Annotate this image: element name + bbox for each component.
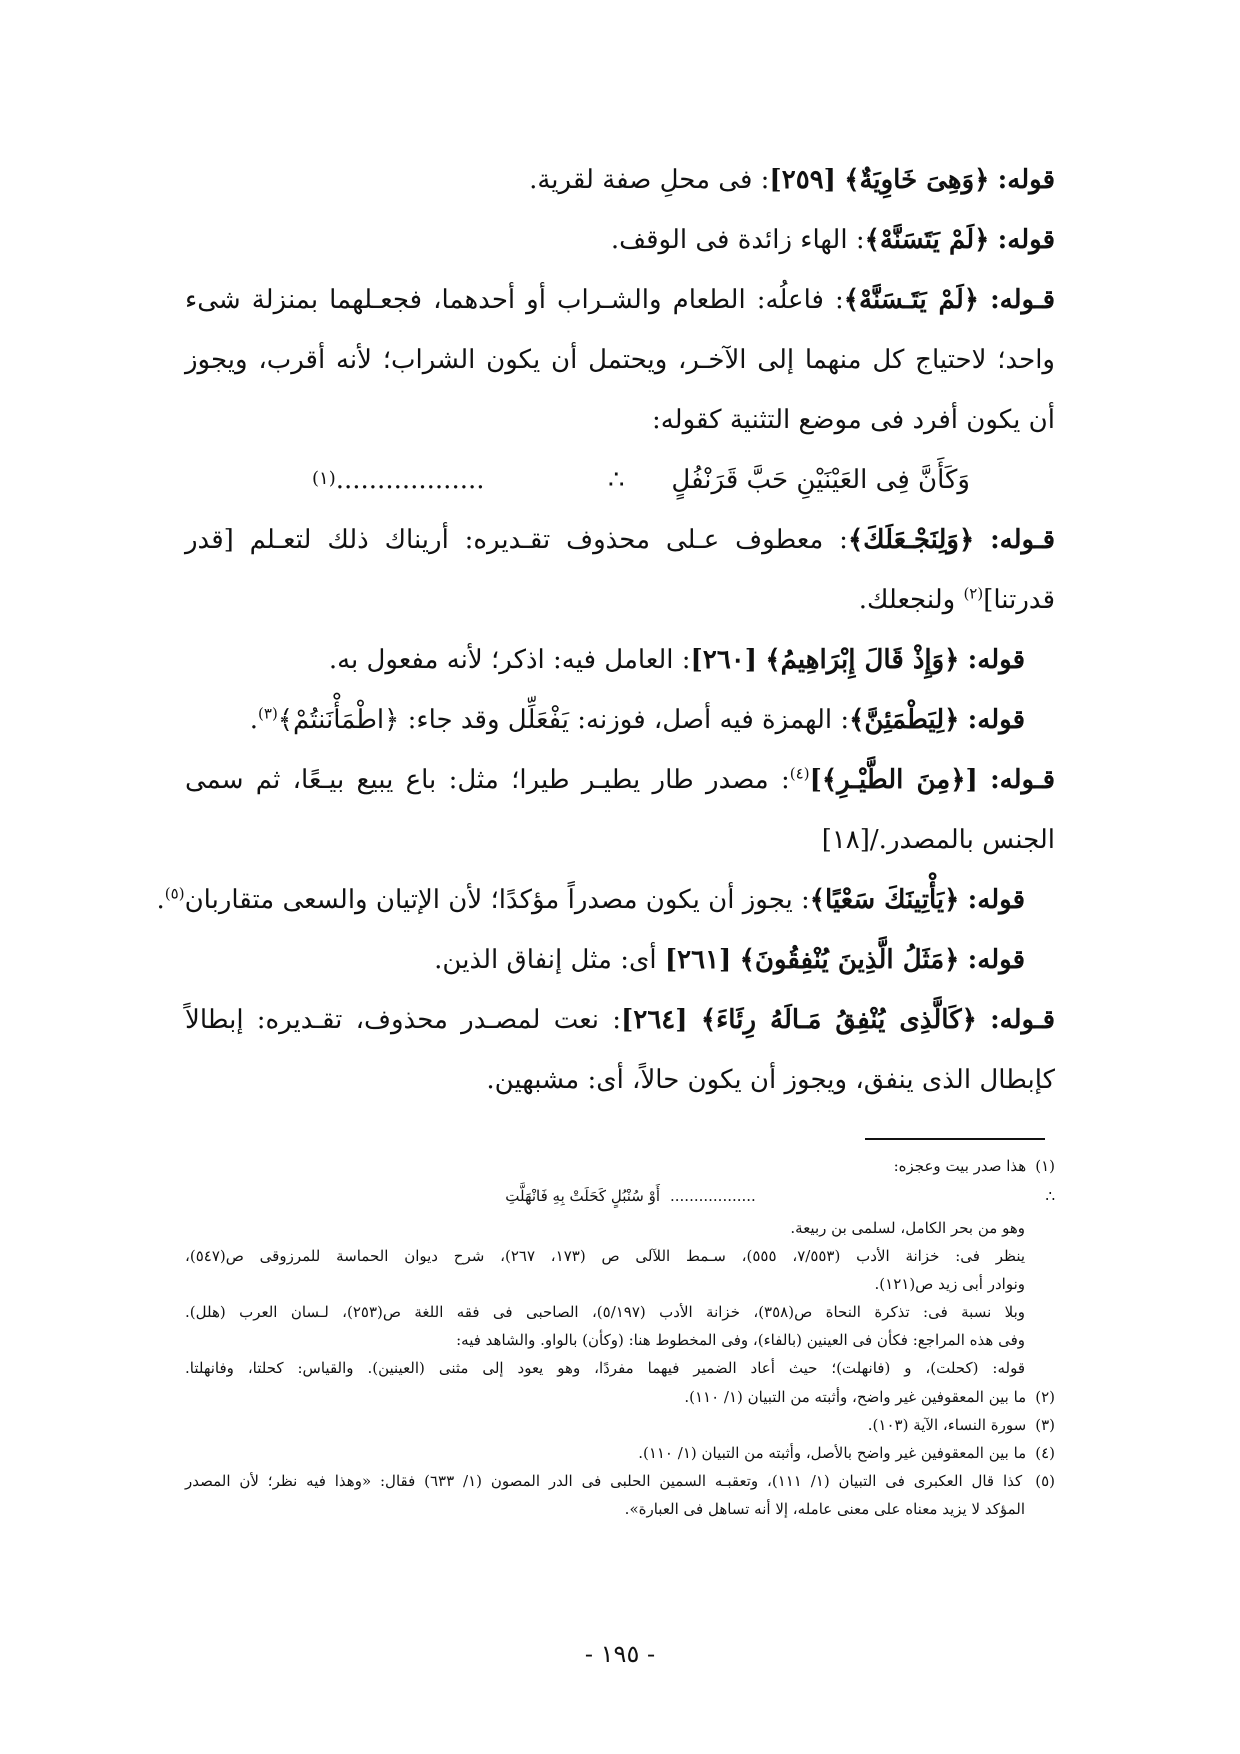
- quran-quote: [﴿مِنَ الطَّيْـرِ﴾]: [809, 765, 978, 795]
- quran-quote: ﴿مَثَلُ الَّذِينَ يُنْفِقُونَ﴾: [739, 945, 960, 975]
- line-text: كإبطال الذى ينفق، ويجوز أن يكون حالاً، أى: مشبهين.: [486, 1065, 1055, 1095]
- body-line-7: [859, 580, 1055, 620]
- verse-dots: [312, 460, 485, 500]
- footnote-3: [868, 1414, 1055, 1436]
- qawluhu-label: قوله:: [967, 705, 1025, 735]
- footnote-number: (٢): [1035, 1388, 1055, 1406]
- body-line-9: [250, 700, 1025, 740]
- footnote-text: ما بين المعقوفين غير واضح، وأثبته من التبيان (١/ ١١٠).: [684, 1388, 1027, 1406]
- footnote-1-verse-dots: ..................: [670, 1187, 756, 1205]
- line-text: واحد؛ لاحتياج كل منهما إلى الآخـر، ويحتمل أن يكون الشراب؛ لأنه أقرب، ويجوز: [185, 345, 1055, 375]
- footnote-ref: (٣): [258, 704, 278, 723]
- line-text: قدرتنا]: [983, 585, 1055, 615]
- line-text: : معطوف عـلى محذوف تقـديره: أريناك ذلك لتعـلم [قدر: [185, 525, 848, 555]
- footnote-4: [638, 1442, 1055, 1464]
- line-text: : العامل فيه: اذكر؛ لأنه مفعول به.: [328, 645, 691, 675]
- footnote-1-line: وبلا نسبة فى: تذكرة النحاة ص(٣٥٨)، خزانة الأدب (٥/١٩٧)، الصاحبى فى فقه اللغة ص(٢٥٣)، لـسان العرب (هلل).: [185, 1303, 1025, 1321]
- footnote-number: (٣): [1035, 1416, 1055, 1434]
- quran-quote: ﴿يَأْتِينَكَ سَعْيًا﴾: [809, 885, 960, 915]
- footnote-1-line: وهو من بحر الكامل، لسلمى بن ربيعة.: [790, 1219, 1025, 1237]
- body-line-12: [157, 880, 1025, 920]
- footnote-ref: (١): [312, 468, 336, 489]
- footnote-5: [185, 1470, 1055, 1492]
- footnote-5-line: المؤكد لا يزيد معناه على معنى عامله، إلا أنه تساهل فى العبارة».: [624, 1500, 1025, 1518]
- qawluhu-label: قوله:: [997, 225, 1055, 255]
- footnote-text: ما بين المعقوفين غير واضح بالأصل، وأثبته من التبيان (١/ ١١٠).: [638, 1444, 1027, 1462]
- body-line-10: [185, 760, 1055, 800]
- line-text: أى: مثل إنفاق الذين.: [434, 945, 665, 975]
- quran-quote: ﴿لَمْ يَتَسَنَّهْ﴾: [864, 225, 990, 255]
- footnote-1-line: ينظر فى: خزانة الأدب (٧/٥٥٣، ٥٥٥)، سـمط اللآلى ص (١٧٣، ٢٦٧)، شرح ديوان الحماسة للمرزوقى ص(٥٤٧)،: [185, 1247, 1026, 1265]
- verse-ref: [٢٦٤]: [621, 1005, 688, 1035]
- line-text: : الهاء زائدة فى الوقف.: [610, 225, 865, 255]
- footnote-1-intro: [894, 1155, 1055, 1177]
- footnote-number: (٥): [1035, 1472, 1055, 1490]
- footnote-ref: (٢): [963, 584, 984, 603]
- qawluhu-label: قوله:: [967, 645, 1025, 675]
- line-text: : يجوز أن يكون مصدراً مؤكدًا؛ لأن الإتيان والسعى متقاربان: [184, 885, 810, 915]
- qawluhu-label: قـوله:: [990, 1005, 1055, 1035]
- verse-ref: [٢٦٠]: [690, 645, 758, 675]
- footnote-text: هذا صدر بيت وعجزه:: [893, 1157, 1027, 1175]
- qawluhu-label: قوله:: [967, 885, 1025, 915]
- body-line-3: [185, 280, 1055, 320]
- verse-ref: [٢٥٩]: [769, 165, 836, 195]
- line-text: : فى محلِ صفة لقرية.: [529, 165, 770, 195]
- period: .: [249, 705, 259, 735]
- page-number: - ١٩٥ -: [584, 1640, 656, 1668]
- ellipsis-dots: ..................: [335, 465, 485, 495]
- body-line-4: [185, 340, 1055, 380]
- line-text: : نعت لمصـدر محذوف، تقـديره: إبطالاً: [185, 1005, 622, 1035]
- footnote-text: سورة النساء، الآية (١٠٣).: [867, 1416, 1027, 1434]
- qawluhu-label: قـوله:: [990, 765, 1056, 795]
- qawluhu-label: قـوله:: [990, 285, 1056, 315]
- quran-quote: ﴿لِيَطْمَئِنَّ﴾: [849, 705, 960, 735]
- period: .: [156, 885, 165, 915]
- qawluhu-label: قوله:: [967, 945, 1025, 975]
- footnote-ref: (٥): [164, 884, 185, 903]
- body-line-2: [611, 220, 1055, 260]
- body-line-5: [652, 400, 1055, 440]
- footnote-1-verse: أَوْ سُنْبُلٍ كَحَلَتْ بِهِ فَانْهَلَّتِ: [505, 1187, 660, 1205]
- line-text: : الهمزة فيه أصل، فوزنه: يَفْعَلِّل وقد جاء:: [399, 705, 850, 735]
- footnote-1-verse-sep: ∴: [1045, 1187, 1055, 1205]
- footnote-1-line: وفى هذه المراجع: فكأن فى العينين (بالفاء)، وفى المخطوط هنا: (وكأن) بالواو. والشاهد فيه:: [456, 1331, 1025, 1349]
- footnote-ref: (٤): [789, 764, 810, 783]
- footnote-number: (٤): [1035, 1444, 1055, 1462]
- footnote-text: كذا قال العكبرى فى التبيان (١/ ١١١)، وتعقبـه السمين الحلبى فى الدر المصون (١/ ٦٣٣) فقال: «وهذا فيه نظر؛ لأن المصدر: [185, 1472, 1023, 1490]
- body-line-8: [329, 640, 1025, 680]
- line-text: ولنجعلك.: [858, 585, 964, 615]
- line-text: أن يكون أفرد فى موضع التثنية كقوله:: [651, 405, 1055, 435]
- quran-quote: ﴿وَهِىَ خَاوِيَةٌ﴾: [844, 165, 990, 195]
- body-line-14: [185, 1000, 1055, 1040]
- quran-quote: ﴿كَالَّذِى يُنْفِقُ مَـالَهُ رِئَاءَ﴾: [700, 1005, 977, 1035]
- verse-separator: ∴: [608, 465, 625, 495]
- footnote-1-line: ونوادر أبى زيد ص(١٢١).: [874, 1275, 1025, 1293]
- line-text: : مصدر طار يطيـر طيرا؛ مثل: باع يبيع بيـعًا، ثم سمى: [185, 765, 790, 795]
- body-line-11: [822, 820, 1055, 860]
- footnote-number: (١): [1035, 1157, 1055, 1175]
- footnote-separator: [865, 1138, 1045, 1140]
- body-line-1: [529, 160, 1055, 200]
- verse-hemistich: وَكَأَنَّ فِى العَيْنَيْنِ حَبَّ قَرَنْفُلٍ: [671, 465, 970, 495]
- body-line-15: [486, 1060, 1055, 1100]
- quran-quote: ﴿لَمْ يَتَـسَنَّهْ﴾: [843, 285, 979, 315]
- footnote-1-line: قوله: (كحلت)، و (فانهلت)؛ حيث أعاد الضمير فيهما مفردًا، وهو يعود إلى مثنى (العينين). والقياس: كحلتا، وفانهلتا.: [185, 1359, 1025, 1377]
- line-text: الجنس بالمصدر./[١٨]: [821, 825, 1055, 855]
- verse-ref: [٢٦١]: [664, 945, 732, 975]
- quran-quote-2: ﴿اطْمَأْنَنتُمْ﴾: [277, 705, 400, 735]
- qawluhu-label: قوله:: [997, 165, 1055, 195]
- footnote-2: [684, 1386, 1055, 1408]
- line-text: : فاعلُه: الطعام والشـراب أو أحدهما، فجعـلهما بمنزلة شىء: [185, 285, 844, 315]
- body-line-13: [434, 940, 1025, 980]
- qawluhu-label: قـوله:: [990, 525, 1055, 555]
- quran-quote: ﴿وَلِنَجْـعَلَكَ﴾: [847, 525, 975, 555]
- quran-quote: ﴿وَإِذْ قَالَ إِبْرَاهِيمُ﴾: [765, 645, 960, 675]
- body-line-6: [185, 520, 1055, 560]
